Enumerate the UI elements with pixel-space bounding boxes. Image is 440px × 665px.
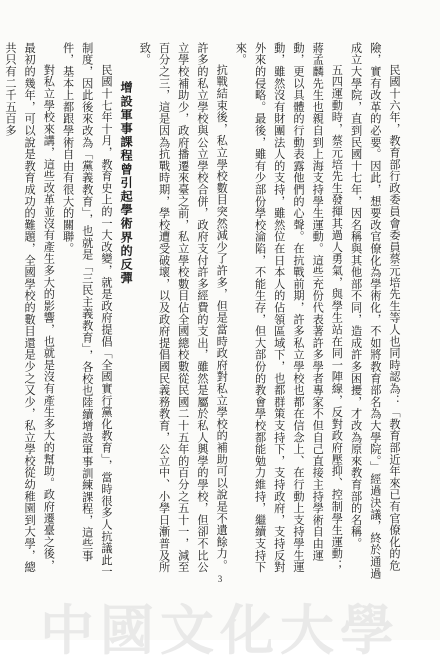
paragraph-2: 五四運動時，蔡元培先生發揮其過人勇氣，與學生站在同一陣線，反對政府壓抑、控制學生運動；蔣孟麟先生也親自到上海支持學生運動。這些充份代表著許多學者專家不但自己直接主持學術自由運動，更以具體的行動表露他們的心聲。在抗戰前期，許多私立學校也都在信念上、在行動上支持學生運動，雖然沒有財團法人的支持，雖然位在日本人的佔領區域下，也都群策支持下，支持政府，支持反對外來的侵略。最後，雖有少部份學校淪陷，不能生存，但大部份的教會學校都能勉力維持，繼續支持下來。 xyxy=(234,42,344,573)
paragraph-1: 民國十六年，教育部行政委員會委員蔡元培先生等人也同時認為：「教育部近年來已有官僚化的危險，實有改革的必要。因此，想要改官僚化為學術化，不如將教育部名為大學院。」經過決議，終於通過成立大學院，直到民國十七年，因名稱與其他部不同，造成許多困擾，才改為原來教育部的名稱。 xyxy=(349,42,401,580)
page-number: 3 xyxy=(217,574,223,584)
paragraph-4: 民國十七年十月，教育史上的一大改變，就是政府提倡「全國實行黨化教育」，當時很多人抗議此一制度，因此後來改為「黨義教育」，也就是「三民主義教育」，各校也陸續增設軍事訓練課程，這些事件，基本上都跟學術自由有很大的關聯。 xyxy=(61,42,113,578)
section-heading: 增設軍事課程曾引起學術界的反彈 xyxy=(119,81,134,286)
paragraph-3: 抗戰結束後，私立學校數目突然減少了許多，但是當時政府對私立學校的補助可以說是不遺餘力。許多的私立學校與公立學校合併，政府支付許多經費的支出，雖然是屬於私人興學的學校，但卻不比公立學校補助少，政府播遷來臺之前，私立學校數目佔全國總校數從民國二十五年的百分之五十一，減至百分之三，這是因為抗戰時期，學校遭受破壞，以及政府提倡國民義務教育，公立中、小學日漸普及所致。 xyxy=(138,42,229,573)
watermark: 中國文化大學 xyxy=(40,599,400,662)
paragraph-5: 對私立學校來講，這些改革並沒有產生多大的影響，也就是沒有產生多大的幫助。政府遷臺之後，最初的幾年，可以說是教育成功的難題，全國學校的數目還是少之又少，私立學校從幼稚園到大學，總共只有二千五百多 xyxy=(3,42,56,573)
body-text xyxy=(3,42,404,582)
